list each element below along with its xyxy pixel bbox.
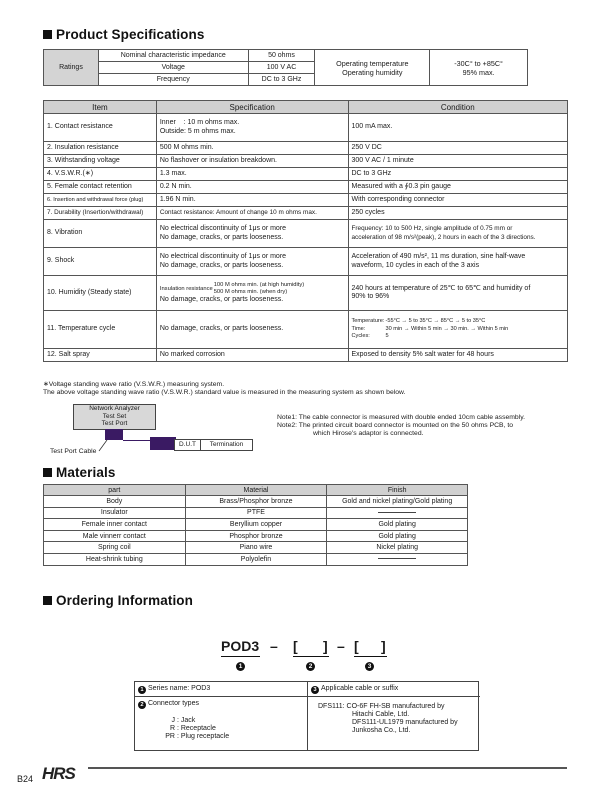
materials-header-part: part: [44, 485, 186, 496]
diagram-notes: Note1: The cable connector is measured with double ended 10cm cable assembly. Note2: The printed circuit board connector is mounted on the 50 ohms PCB, to which Hirose's adaptor is connected.: [277, 414, 525, 437]
spec-header-specification: Specification: [156, 101, 348, 114]
spec-condition: 250 cycles: [348, 207, 568, 220]
table-row: Body Brass/Phosphor bronze Gold and nickel plating/Gold plating: [44, 496, 468, 508]
dash-line: [378, 558, 416, 559]
operating-conditions-label: Operating temperature Operating humidity: [315, 50, 430, 86]
spec-item: 9. Shock: [44, 248, 157, 276]
test-port-cable-label: Test Port Cable: [50, 448, 97, 455]
operating-conditions-value: -30C° to +85C° 95% max.: [430, 50, 528, 86]
spec-condition: 300 V AC / 1 minute: [348, 155, 568, 168]
ratings-table: [43, 49, 528, 86]
spec-condition: 250 V DC: [348, 142, 568, 155]
footer-rule: [88, 767, 567, 769]
spec-item: 6. Insertion and withdrawal force (plug): [44, 194, 157, 207]
order-code: POD3: [221, 638, 260, 654]
pointer-arrow-icon: [98, 437, 110, 453]
code-underline: [221, 656, 260, 657]
spec-item: 5. Female contact retention: [44, 181, 157, 194]
square-bullet-icon: [43, 30, 52, 39]
order-dash: –: [337, 638, 345, 654]
number-badge-3-icon: 3: [311, 686, 319, 694]
spec-value: No marked corrosion: [156, 349, 348, 362]
spec-condition: Frequency: 10 to 500 Hz, single amplitude of 0.75 mm or acceleration of 98 m/s²(peak), 2 hours in each of the 3 directions.: [348, 220, 568, 248]
spec-table: [43, 100, 568, 362]
spec-value: No flashover or insulation breakdown.: [156, 155, 348, 168]
spec-condition: Measured with a ∮0.3 pin gauge: [348, 181, 568, 194]
rating-name: Nominal characteristic impedance: [98, 50, 248, 62]
spec-value: No damage, cracks, or parts looseness.: [156, 311, 348, 349]
rating-value: 100 V AC: [248, 62, 315, 74]
spec-condition: DC to 3 GHz: [348, 168, 568, 181]
spec-item: 12. Salt spray: [44, 349, 157, 362]
cable-suffix-list: DFS111: CO-6F FH-SB manufactured by Hitachi Cable, Ltd. DFS111-UL1979 manufactured by Junkosha Co., Ltd.: [318, 703, 458, 734]
spec-value: 1.3 max.: [156, 168, 348, 181]
ordering-title: Ordering Information: [43, 593, 193, 608]
cable-connector-block: [150, 437, 176, 450]
page-number: B24: [17, 774, 34, 784]
bracket-open: [: [293, 638, 298, 654]
number-badge-1-icon: 1: [138, 686, 146, 694]
table-row: Insulator PTFE: [44, 507, 468, 519]
cable-suffix-entry: 3 Applicable cable or suffix: [311, 685, 398, 694]
connector-type-list: J : Jack R : Receptacle PR : Plug receptacle: [165, 717, 230, 740]
network-analyzer-box: Network Analyzer Test Set Test Port: [73, 404, 156, 430]
number-badge-2-icon: 2: [138, 701, 146, 709]
ratings-label: Ratings: [44, 50, 99, 86]
spec-item: 10. Humidity (Steady state): [44, 276, 157, 311]
spec-item: 1. Contact resistance: [44, 114, 157, 142]
rating-name: Voltage: [98, 62, 248, 74]
spec-value: Inner : 10 m ohms max. Outside: 5 m ohms max.: [156, 114, 348, 142]
legend-row-divider: [308, 696, 480, 697]
suffix-underline: [354, 656, 387, 657]
connector-types-entry: 2 Connector types: [138, 700, 199, 709]
legend-divider: [307, 682, 308, 750]
materials-header-material: Material: [185, 485, 327, 496]
spec-value: No electrical discontinuity of 1μs or more No damage, cracks, or parts looseness.: [156, 220, 348, 248]
table-row: Female inner contact Beryllium copper Gold plating: [44, 519, 468, 531]
dut-box: D.U.T: [174, 439, 201, 451]
legend-row-divider: [135, 696, 307, 697]
dash-line: [378, 512, 416, 513]
type-underline: [293, 656, 329, 657]
spec-condition: Temperature: -55°C → 5 to 35°C → 85°C → 5 to 35°C Time: 30 min → Within 5 min → 30 min. → Within 5 min Cycles: 5: [348, 311, 568, 349]
rating-value: 50 ohms: [248, 50, 315, 62]
number-badge-1-icon: 1: [236, 662, 245, 671]
series-name-entry: 1 Series name: POD3: [138, 685, 210, 694]
spec-item: 3. Withstanding voltage: [44, 155, 157, 168]
spec-value: Insulation resistance 100 M ohms min. (at high humidity) 500 M ohms min. (when dry) No damage, cracks, or parts looseness.: [156, 276, 348, 311]
spec-value: 0.2 N min.: [156, 181, 348, 194]
spec-item: 7. Durability (Insertion/withdrawal): [44, 207, 157, 220]
spec-header-item: Item: [44, 101, 157, 114]
number-badge-2-icon: 2: [306, 662, 315, 671]
spec-value: 1.96 N min.: [156, 194, 348, 207]
spec-value: 500 M ohms min.: [156, 142, 348, 155]
ordering-legend-box: [134, 681, 479, 751]
spec-condition: Exposed to density 5% salt water for 48 hours: [348, 349, 568, 362]
spec-condition: 100 mA max.: [348, 114, 568, 142]
square-bullet-icon: [43, 596, 52, 605]
materials-title: Materials: [43, 465, 115, 480]
rating-value: DC to 3 GHz: [248, 74, 315, 86]
hrs-logo: HRS: [42, 764, 75, 783]
spec-condition: 240 hours at temperature of 25℃ to 65℃ and humidity of 90% to 96%: [348, 276, 568, 311]
spec-item: 11. Temperature cycle: [44, 311, 157, 349]
rating-name: Frequency: [98, 74, 248, 86]
spec-item: 2. Insulation resistance: [44, 142, 157, 155]
product-spec-title: Product Specifications: [43, 27, 204, 42]
table-row: Male vinnerr contact Phosphor bronze Gold plating: [44, 530, 468, 542]
number-badge-3-icon: 3: [365, 662, 374, 671]
spec-condition: Acceleration of 490 m/s², 11 ms duration, sine half-wave waveform, 10 cycles in each of the 3 axis: [348, 248, 568, 276]
table-row: Spring coil Piano wire Nickel plating: [44, 542, 468, 554]
table-row: Heat-shrink tubing Polyolefin: [44, 553, 468, 565]
spec-item: 4. V.S.W.R.(∗): [44, 168, 157, 181]
order-dash: –: [270, 638, 278, 654]
spec-header-condition: Condition: [348, 101, 568, 114]
spec-item: 8. Vibration: [44, 220, 157, 248]
spec-value: No electrical discontinuity of 1μs or more No damage, cracks, or parts looseness.: [156, 248, 348, 276]
materials-table: [43, 484, 468, 566]
bracket-open: [: [354, 638, 359, 654]
bracket-close: ]: [381, 638, 386, 654]
materials-header-finish: Finish: [327, 485, 468, 496]
vswr-note: ∗Voltage standing wave ratio (V.S.W.R.) measuring system. The above voltage standing wave ratio (V.S.W.R.) standard value is measured in the measuring system as shown below.: [43, 381, 406, 396]
bracket-close: ]: [323, 638, 328, 654]
square-bullet-icon: [43, 468, 52, 477]
spec-value: Contact resistance: Amount of change 10 m ohms max.: [156, 207, 348, 220]
spec-condition: With corresponding connector: [348, 194, 568, 207]
termination-box: Termination: [200, 439, 253, 451]
